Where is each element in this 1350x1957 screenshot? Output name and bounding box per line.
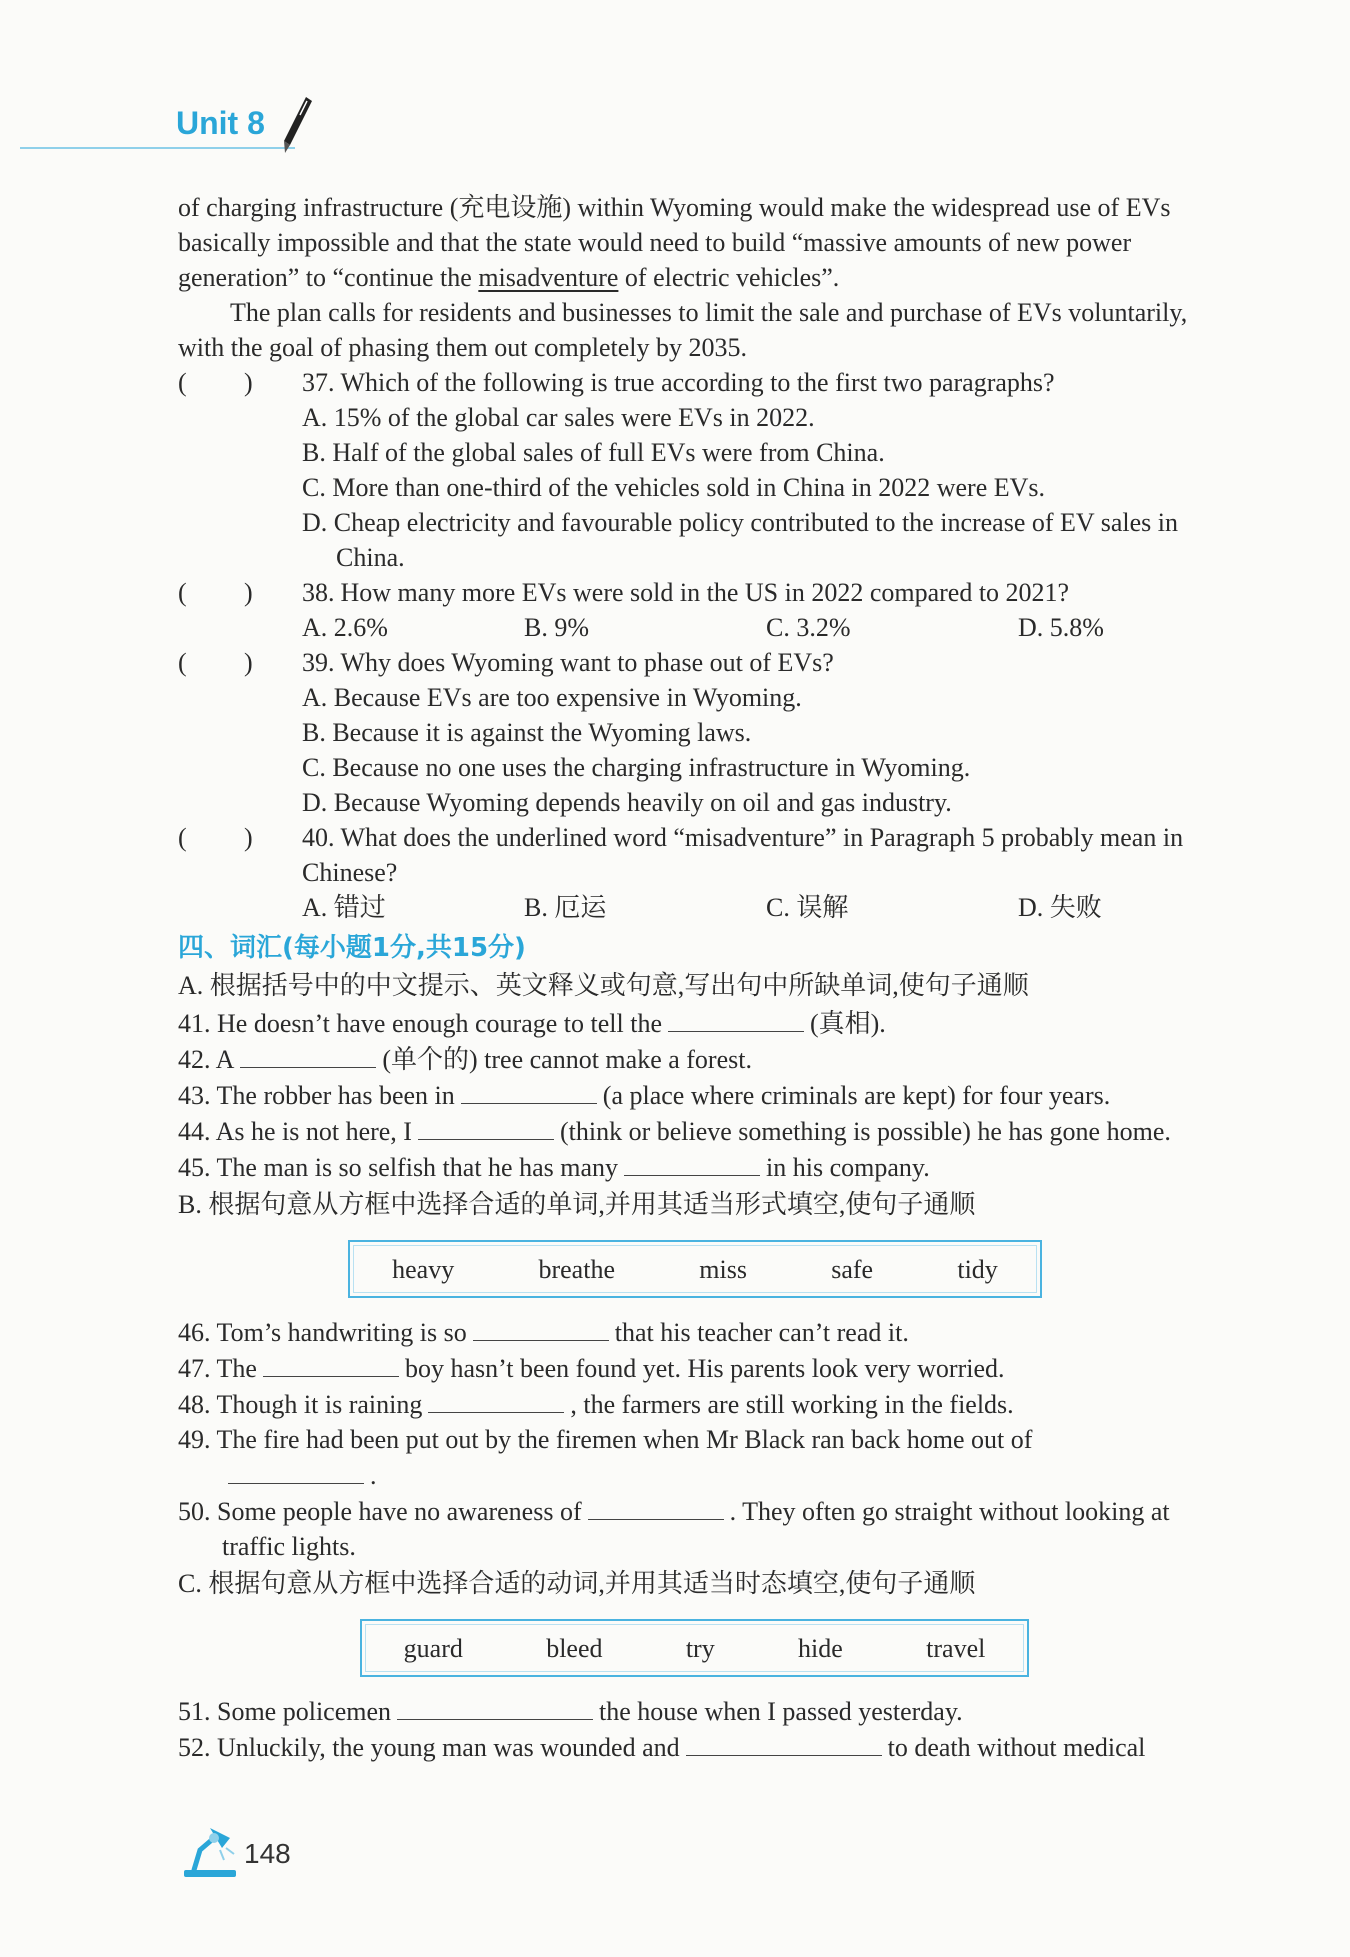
option[interactable]: A. 错过 <box>302 893 386 922</box>
page-header <box>0 95 1350 155</box>
answer-blank[interactable] <box>686 1729 882 1756</box>
word-option: travel <box>926 1633 986 1663</box>
fill-item-47: 47. The boy hasn’t been found yet. His parents look very worried. <box>178 1350 1218 1386</box>
question-39: ( ) 39. Why does Wyoming want to phase out of EVs? <box>178 648 834 677</box>
pen-icon <box>276 95 316 155</box>
answer-blank[interactable] <box>668 1005 804 1032</box>
option[interactable]: A. 2.6% <box>302 613 388 642</box>
question-37: ( ) 37. Which of the following is true according to the first two paragraphs? <box>178 368 1055 397</box>
fill-item-46: 46. Tom’s handwriting is so that his teacher can’t read it. <box>178 1314 1218 1350</box>
underlined-word: misadventure <box>478 263 619 292</box>
answer-blank[interactable] <box>461 1077 597 1104</box>
unit-title: Unit 8 <box>176 105 265 141</box>
answer-blank[interactable] <box>418 1113 554 1140</box>
answer-blank[interactable] <box>473 1314 609 1341</box>
page-footer <box>180 1820 291 1880</box>
section-title: 四、词汇(每小题1分,共15分) <box>178 933 526 963</box>
question-text: How many more EVs were sold in the US in 2022 compared to 2021? <box>340 578 1070 607</box>
option[interactable]: C. More than one-third of the vehicles sold in China in 2022 were EVs. <box>302 473 1046 502</box>
passage-paragraph: of charging infrastructure (充电设施) within Wyoming would make the widespread use of EVs basically impossible and that the state would need to build “massive amounts of new power generation” to “continue the misadventure of electric vehicles”. <box>178 193 1171 292</box>
part-a-title: A. 根据括号中的中文提示、英文释义或句意,写出句中所缺单词,使句子通顺 <box>178 971 1029 1000</box>
fill-item-44: 44. As he is not here, I (think or believe something is possible) he has gone home. <box>178 1113 1218 1149</box>
question-text: What does the underlined word “misadventure” in Paragraph 5 probably mean in Chinese? <box>302 823 1184 887</box>
desk-lamp-icon <box>180 1820 240 1880</box>
word-option: try <box>685 1633 715 1663</box>
answer-blank[interactable] <box>263 1350 399 1377</box>
answer-blank[interactable] <box>228 1457 364 1484</box>
word-option: hide <box>798 1633 843 1663</box>
question-text: Why does Wyoming want to phase out of EVs? <box>340 648 834 677</box>
fill-item-51: 51. Some policemen the house when I passed yesterday. <box>178 1693 1218 1729</box>
answer-blank[interactable] <box>397 1693 593 1720</box>
fill-item-49: 49. The fire had been put out by the firemen when Mr Black ran back home out of . <box>178 1425 1033 1490</box>
option[interactable]: B. Half of the global sales of full EVs were from China. <box>302 438 885 467</box>
fill-item-42: 42. A (单个的) tree cannot make a forest. <box>178 1041 1218 1077</box>
option[interactable]: C. 误解 <box>766 893 849 922</box>
part-b-title: B. 根据句意从方框中选择合适的单词,并用其适当形式填空,使句子通顺 <box>178 1190 976 1219</box>
question-40: ( ) 40. What does the underlined word “misadventure” in Paragraph 5 probably mean in Chinese? <box>178 823 1184 887</box>
question-text: Which of the following is true according to the first two paragraphs? <box>340 368 1055 397</box>
answer-blank[interactable] <box>428 1386 564 1413</box>
option[interactable]: D. 失败 <box>1018 893 1102 922</box>
option[interactable]: C. Because no one uses the charging infrastructure in Wyoming. <box>302 753 971 782</box>
option-row <box>178 890 1218 925</box>
option[interactable]: B. Because it is against the Wyoming laws. <box>302 718 752 747</box>
word-option: breathe <box>538 1254 615 1284</box>
word-option: tidy <box>957 1254 998 1284</box>
option[interactable]: B. 9% <box>524 613 589 642</box>
passage-paragraph: The plan calls for residents and businesses to limit the sale and purchase of EVs voluntarily, with the goal of phasing them out completely by 2035. <box>178 298 1188 362</box>
option[interactable]: D. 5.8% <box>1018 613 1104 642</box>
word-option: heavy <box>392 1254 455 1284</box>
word-box <box>348 1240 1042 1298</box>
answer-blank[interactable] <box>240 1041 376 1068</box>
option[interactable]: D. Cheap electricity and favourable policy contributed to the increase of EV sales in China. <box>302 508 1178 572</box>
part-c-title: C. 根据句意从方框中选择合适的动词,并用其适当时态填空,使句子通顺 <box>178 1569 976 1598</box>
word-option: safe <box>831 1254 874 1284</box>
page-content <box>178 190 1218 1765</box>
option[interactable]: C. 3.2% <box>766 613 851 642</box>
fill-item-52: 52. Unluckily, the young man was wounded and to death without medical <box>178 1729 1218 1765</box>
answer-blank[interactable] <box>624 1149 760 1176</box>
word-option: guard <box>403 1633 463 1663</box>
option-row <box>178 610 1218 645</box>
word-option: bleed <box>546 1633 603 1663</box>
fill-item-50: 50. Some people have no awareness of . They often go straight without looking at traffic lights. <box>178 1493 1218 1564</box>
fill-item-48: 48. Though it is raining , the farmers are still working in the fields. <box>178 1386 1218 1422</box>
fill-item-43: 43. The robber has been in (a place where criminals are kept) for four years. <box>178 1077 1218 1113</box>
header-rule <box>20 147 295 149</box>
fill-item-41: 41. He doesn’t have enough courage to tell the (真相). <box>178 1005 1218 1041</box>
answer-blank[interactable] <box>588 1493 724 1520</box>
question-38: ( ) 38. How many more EVs were sold in the US in 2022 compared to 2021? <box>178 578 1070 607</box>
fill-item-45: 45. The man is so selfish that he has many in his company. <box>178 1149 1218 1185</box>
word-box <box>360 1619 1029 1677</box>
option[interactable]: B. 厄运 <box>524 893 607 922</box>
page-number: 148 <box>244 1838 291 1869</box>
word-option: miss <box>699 1254 747 1284</box>
option[interactable]: A. 15% of the global car sales were EVs in 2022. <box>302 403 815 432</box>
option[interactable]: A. Because EVs are too expensive in Wyoming. <box>302 683 802 712</box>
option[interactable]: D. Because Wyoming depends heavily on oil and gas industry. <box>302 788 952 817</box>
